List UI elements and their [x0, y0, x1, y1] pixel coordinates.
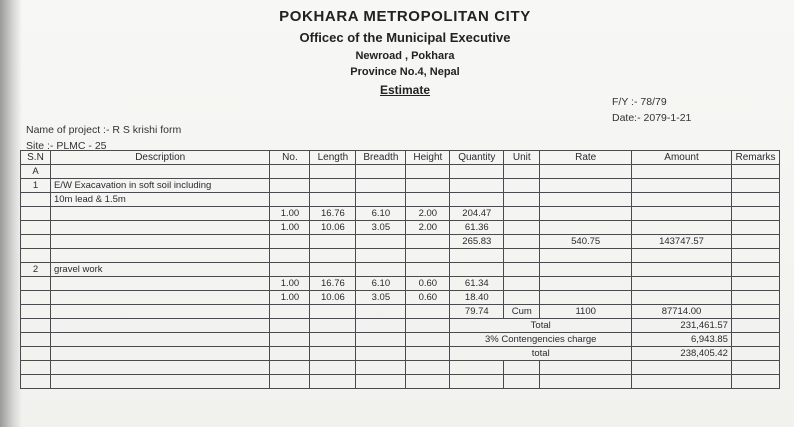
address: Newroad , Pokhara [355, 50, 455, 62]
table-row [21, 249, 780, 263]
item2-amount: 87714.00 [632, 305, 732, 319]
table-row [21, 277, 780, 291]
item1-amount: 143747.57 [632, 235, 732, 249]
item1-m2-height: 2.00 [406, 221, 450, 235]
estimate-table [20, 150, 780, 389]
item1-m1-no: 1.00 [270, 207, 310, 221]
item2-m1-height: 0.60 [406, 277, 450, 291]
summary-row-contingency [21, 333, 780, 347]
item1-m2-no: 1.00 [270, 221, 310, 235]
item1-total-quantity: 265.83 [450, 235, 504, 249]
col-length: Length [310, 151, 356, 165]
province: Province No.4, Nepal [350, 66, 460, 78]
item2-m2-quantity: 18.40 [450, 291, 504, 305]
item1-description-2: 10m lead & 1.5m [50, 193, 270, 207]
total-label: Total [450, 319, 632, 333]
item2-m2-breadth: 3.05 [356, 291, 406, 305]
item1-m1-breadth: 6.10 [356, 207, 406, 221]
col-height: Height [406, 151, 450, 165]
table-header-row [21, 151, 780, 165]
item2-m2-no: 1.00 [270, 291, 310, 305]
item2-m1-no: 1.00 [270, 277, 310, 291]
document-title: Estimate [379, 83, 431, 97]
table-row [21, 207, 780, 221]
site-name: Site :- PLMC - 25 [26, 140, 107, 152]
table-row [21, 361, 780, 375]
table-row [21, 305, 780, 319]
item1-rate: 540.75 [540, 235, 632, 249]
item1-m1-height: 2.00 [406, 207, 450, 221]
col-sn: S.N [21, 151, 51, 165]
summary-row-total [21, 319, 780, 333]
project-name: Name of project :- R S krishi form [26, 124, 182, 136]
grand-total-amount: 238,405.42 [632, 347, 732, 361]
section-label: A [21, 165, 51, 179]
item1-sn: 1 [21, 179, 51, 193]
item2-total-quantity: 79.74 [450, 305, 504, 319]
item2-m1-length: 16.76 [310, 277, 356, 291]
item2-m2-length: 10.06 [310, 291, 356, 305]
city-name: POKHARA METROPOLITAN CITY [279, 8, 531, 25]
col-remarks: Remarks [731, 151, 779, 165]
item2-description: gravel work [50, 263, 270, 277]
table-row [21, 263, 780, 277]
contingency-label: 3% Contengencies charge [450, 333, 632, 347]
total-amount: 231,461.57 [632, 319, 732, 333]
office-name: Officec of the Municipal Executive [299, 30, 511, 45]
item1-m1-length: 16.76 [310, 207, 356, 221]
col-rate: Rate [540, 151, 632, 165]
col-unit: Unit [504, 151, 540, 165]
table-row [21, 179, 780, 193]
table-row [21, 221, 780, 235]
item1-m2-breadth: 3.05 [356, 221, 406, 235]
item1-m1-quantity: 204.47 [450, 207, 504, 221]
item2-m1-quantity: 61.34 [450, 277, 504, 291]
table-row [21, 193, 780, 207]
table-row [21, 165, 780, 179]
fiscal-year: F/Y :- 78/79 [612, 96, 667, 108]
item1-m2-length: 10.06 [310, 221, 356, 235]
col-breadth: Breadth [356, 151, 406, 165]
col-quantity: Quantity [450, 151, 504, 165]
item1-description-1: E/W Exacavation in soft soil including [50, 179, 270, 193]
col-amount: Amount [632, 151, 732, 165]
item2-unit: Cum [504, 305, 540, 319]
item2-rate: 1100 [540, 305, 632, 319]
summary-row-grand [21, 347, 780, 361]
contingency-amount: 6,943.85 [632, 333, 732, 347]
col-no: No. [270, 151, 310, 165]
table-row [21, 235, 780, 249]
col-description: Description [50, 151, 270, 165]
item2-sn: 2 [21, 263, 51, 277]
item2-m2-height: 0.60 [406, 291, 450, 305]
item2-m1-breadth: 6.10 [356, 277, 406, 291]
page-edge-shadow [0, 0, 22, 427]
item1-m2-quantity: 61.36 [450, 221, 504, 235]
grand-total-label: total [450, 347, 632, 361]
table-row [21, 291, 780, 305]
table-row [21, 375, 780, 389]
estimate-date: Date:- 2079-1-21 [612, 112, 692, 124]
